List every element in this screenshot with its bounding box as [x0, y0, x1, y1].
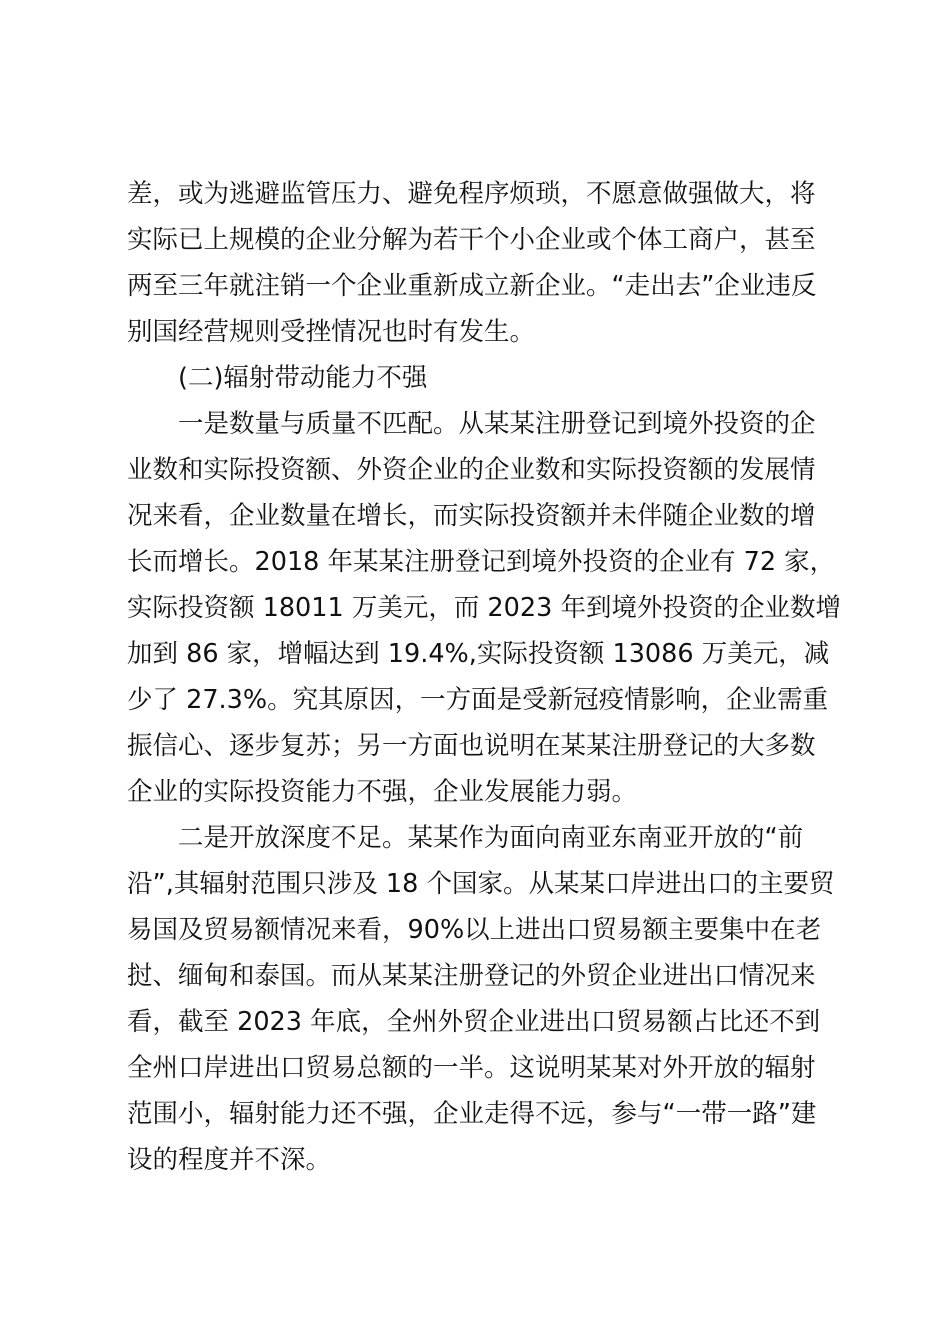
text-line: 全州口岸进出口贸易总额的一半。这说明某某对外开放的辐射	[127, 1053, 816, 1083]
text-line: 易国及贸易额情况来看，90%以上进出口贸易额主要集中在老	[127, 915, 822, 945]
text-line: 长而增长。2018 年某某注册登记到境外投资的企业有 72 家，	[127, 547, 836, 577]
text-line: 企业的实际投资能力不强，企业发展能力弱。	[127, 777, 638, 807]
text-line: 振信心、逐步复苏；另一方面也说明在某某注册登记的大多数	[127, 731, 816, 761]
text-line: 设的程度并不深。	[127, 1145, 332, 1175]
text-line: 别国经营规则受挫情况也时有发生。	[127, 317, 536, 347]
text-line: 看，截至 2023 年底，全州外贸企业进出口贸易额占比还不到	[127, 1007, 821, 1037]
text-line: 少了 27.3%。究其原因，一方面是受新冠疫情影响，企业需重	[127, 685, 829, 715]
text-line: 一是数量与质量不匹配。从某某注册登记到境外投资的企	[178, 409, 816, 439]
text-line: 实际投资额 18011 万美元，而 2023 年到境外投资的企业数增	[127, 593, 841, 623]
text-line: 况来看，企业数量在增长，而实际投资额并未伴随企业数的增	[127, 501, 816, 531]
section-heading: (二)辐射带动能力不强	[178, 363, 428, 393]
text-line: 挝、缅甸和泰国。而从某某注册登记的外贸企业进出口情况来	[127, 961, 816, 991]
text-line: 差，或为逃避监管压力、避免程序烦琐，不愿意做强做大，将	[127, 179, 816, 209]
text-line: 实际已上规模的企业分解为若干个小企业或个体工商户，甚至	[127, 225, 816, 255]
text-line: 业数和实际投资额、外资企业的企业数和实际投资额的发展情	[127, 455, 816, 485]
text-line: 范围小，辐射能力还不强，企业走得不远，参与“一带一路”建	[127, 1099, 817, 1129]
text-line: 两至三年就注销一个企业重新成立新企业。“走出去”企业违反	[127, 271, 817, 301]
text-line: 加到 86 家，增幅达到 19.4%,实际投资额 13086 万美元，减	[127, 639, 830, 669]
text-line: 沿”,其辐射范围只涉及 18 个国家。从某某口岸进出口的主要贸	[127, 869, 835, 899]
text-line: 二是开放深度不足。某某作为面向南亚东南亚开放的“前	[178, 823, 804, 853]
